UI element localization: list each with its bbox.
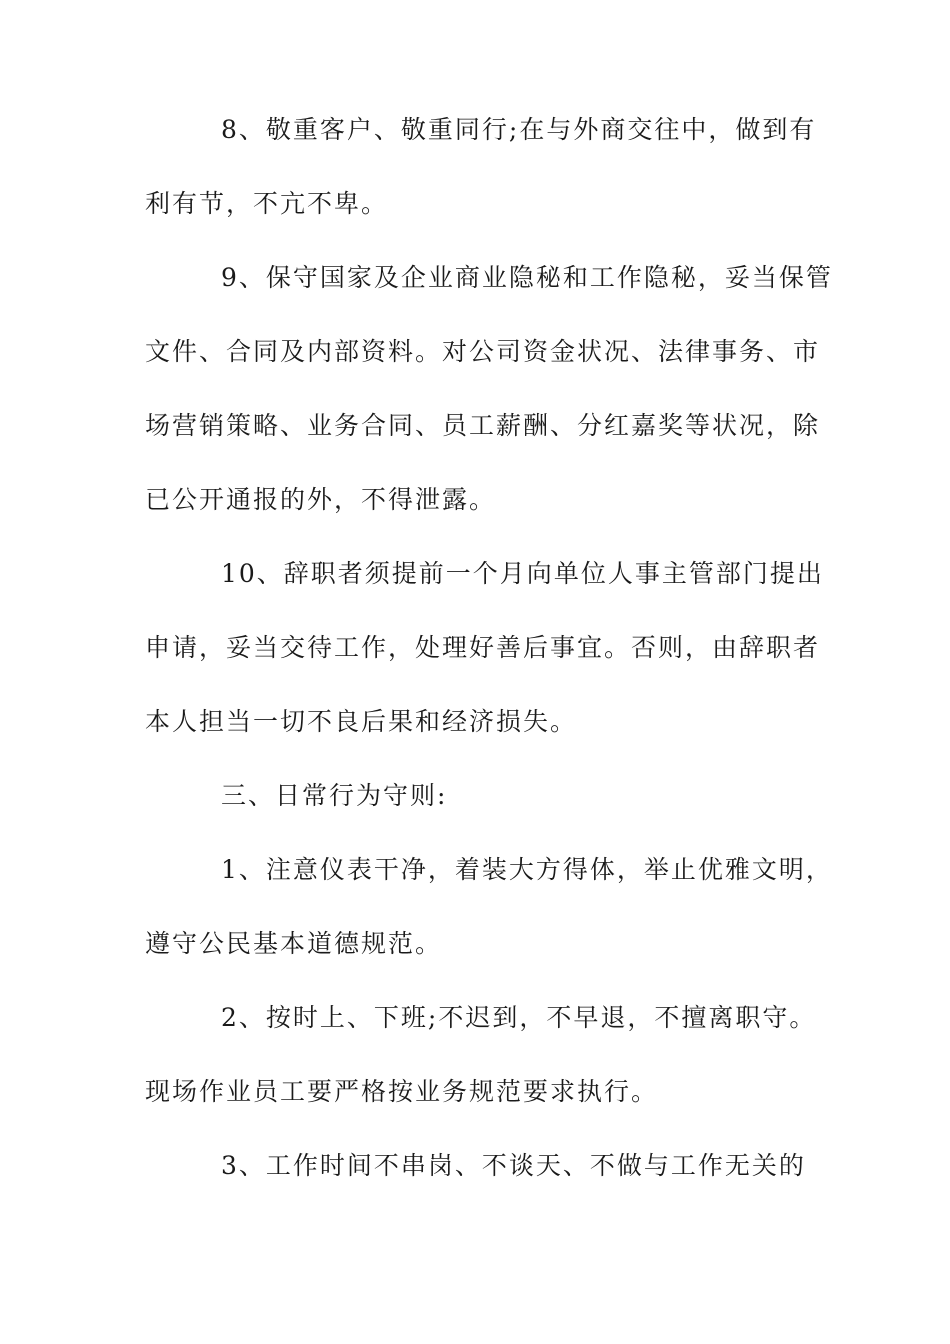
text-line: 本人担当一切不良后果和经济损失。 (145, 707, 578, 736)
text-line: 申请，妥当交待工作，处理好善后事宜。否则，由辞职者 (145, 633, 821, 662)
text-line: 已公开通报的外，不得泄露。 (145, 485, 497, 514)
text-line: 场营销策略、业务合同、员工薪酬、分红嘉奖等状况，除 (145, 411, 821, 440)
document-body (145, 105, 833, 1215)
text-line: 利有节，不亢不卑。 (145, 189, 389, 218)
text-line: 现场作业员工要严格按业务规范要求执行。 (145, 1077, 659, 1106)
text-line: 8、敬重客户、敬重同行;在与外商交往中，做到有 (221, 115, 817, 144)
text-line: 10、辞职者须提前一个月向单位人事主管部门提出 (221, 559, 824, 588)
text-line: 1、注意仪表干净，着装大方得体，举止优雅文明， (221, 855, 833, 884)
text-line: 遵守公民基本道德规范。 (145, 929, 443, 958)
text-line: 3、工作时间不串岗、不谈天、不做与工作无关的 (221, 1151, 806, 1180)
section-heading: 三、日常行为守则: (221, 781, 448, 810)
text-line: 9、保守国家及企业商业隐秘和工作隐秘，妥当保管 (221, 263, 833, 292)
text-line: 文件、合同及内部资料。对公司资金状况、法律事务、市 (145, 337, 821, 366)
text-line: 2、按时上、下班;不迟到，不早退，不擅离职守。 (221, 1003, 817, 1032)
